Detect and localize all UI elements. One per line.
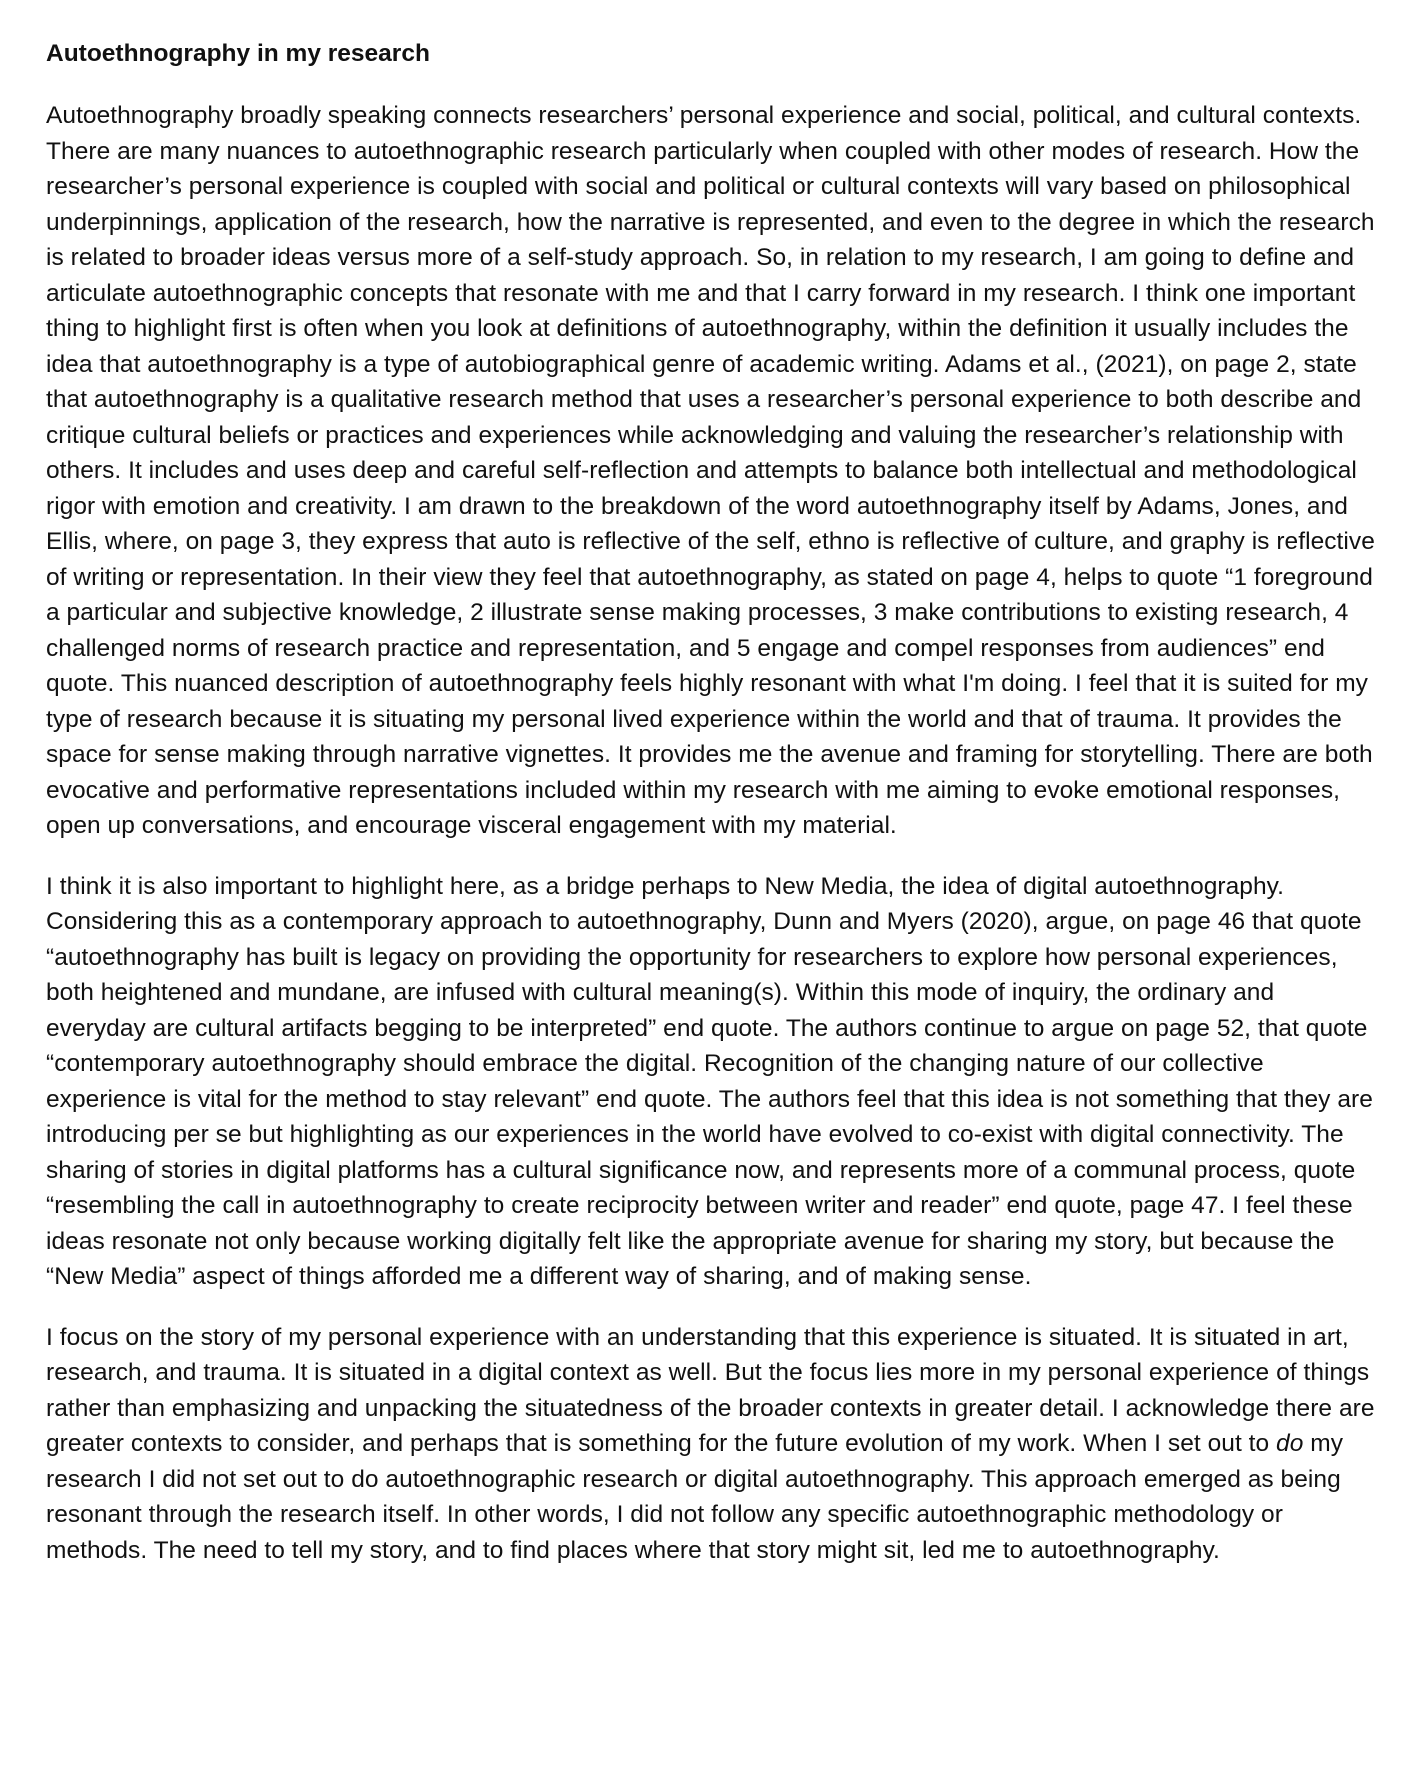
paragraph-3-text-after: my research I did not set out to do autoethnographic research or digital autoethnography. This approach emerged as being resonant through the research itself. In other words, I did not follow any specific autoethnographic methodology or methods. The need to tell my story, and to find places where that story might sit, led me to autoethnography. — [46, 1430, 1344, 1564]
document-page — [46, 36, 1376, 1593]
paragraph-2: I think it is also important to highlight here, as a bridge perhaps to New Media, the idea of digital autoethnography. Considering this as a contemporary approach to autoethnography, Dunn and Myers (2020), argue, on page 46 that quote “autoethnography has built is legacy on providing the opportunity for researchers to explore how personal experiences, both heightened and mundane, are infused with cultural meaning(s). Within this mode of inquiry, the ordinary and everyday are cultural artifacts begging to be interpreted” end quote. The authors continue to argue on page 52, that quote “contemporary autoethnography should embrace the digital. Recognition of the changing nature of our collective experience is vital for the method to stay relevant” end quote. The authors feel that this idea is not something that they are introducing per se but highlighting as our experiences in the world have evolved to co-exist with digital connectivity. The sharing of stories in digital platforms has a cultural significance now, and represents more of a communal process, quote “resembling the call in autoethnography to create reciprocity between writer and reader” end quote, page 47. I feel these ideas resonate not only because working digitally felt like the appropriate avenue for sharing my story, but because the “New Media” aspect of things afforded me a different way of sharing, and of making sense. — [46, 872, 1373, 1290]
paragraph-3-emphasis: do — [1276, 1430, 1304, 1457]
paragraph-3-text-before: I focus on the story of my personal experience with an understanding that this experience is situated. It is situated in art, research, and trauma. It is situated in a digital context as well. But the focus lies more in my personal experience of things rather than emphasizing and unpacking the situatedness of the broader contexts in greater detail. I acknowledge there are greater contexts to consider, and perhaps that is something for the future evolution of my work. When I set out to — [46, 1323, 1375, 1457]
section-heading: Autoethnography in my research — [46, 40, 430, 67]
paragraph-3 — [46, 1320, 1376, 1569]
paragraph-1: Autoethnography broadly speaking connects researchers’ personal experience and social, political, and cultural contexts. There are many nuances to autoethnographic research particularly when coupled with other modes of research. How the researcher’s personal experience is coupled with social and political or cultural contexts will vary based on philosophical underpinnings, application of the research, how the narrative is represented, and even to the degree in which the research is related to broader ideas versus more of a self-study approach. So, in relation to my research, I am going to define and articulate autoethnographic concepts that resonate with me and that I carry forward in my research. I think one important thing to highlight first is often when you look at definitions of autoethnography, within the definition it usually includes the idea that autoethnography is a type of autobiographical genre of academic writing. Adams et al., (2021), on page 2, state that autoethnography is a qualitative research method that uses a researcher’s personal experience to both describe and critique cultural beliefs or practices and experiences while acknowledging and valuing the researcher’s relationship with others. It includes and uses deep and careful self-reflection and attempts to balance both intellectual and methodological rigor with emotion and creativity. I am drawn to the breakdown of the word autoethnography itself by Adams, Jones, and Ellis, where, on page 3, they express that auto is reflective of the self, ethno is reflective of culture, and graphy is reflective of writing or representation. In their view they feel that autoethnography, as stated on page 4, helps to quote “1 foreground a particular and subjective knowledge, 2 illustrate sense making processes, 3 make contributions to existing research, 4 challenged norms of research practice and representation, and 5 engage and compel responses from audiences” end quote. This nuanced description of autoethnography feels highly resonant with what I'm doing. I feel that it is suited for my type of research because it is situating my personal lived experience within the world and that of trauma. It provides the space for sense making through narrative vignettes. It provides me the avenue and framing for storytelling. There are both evocative and performative representations included within my research with me aiming to evoke emotional responses, open up conversations, and encourage visceral engagement with my material. — [46, 102, 1375, 839]
